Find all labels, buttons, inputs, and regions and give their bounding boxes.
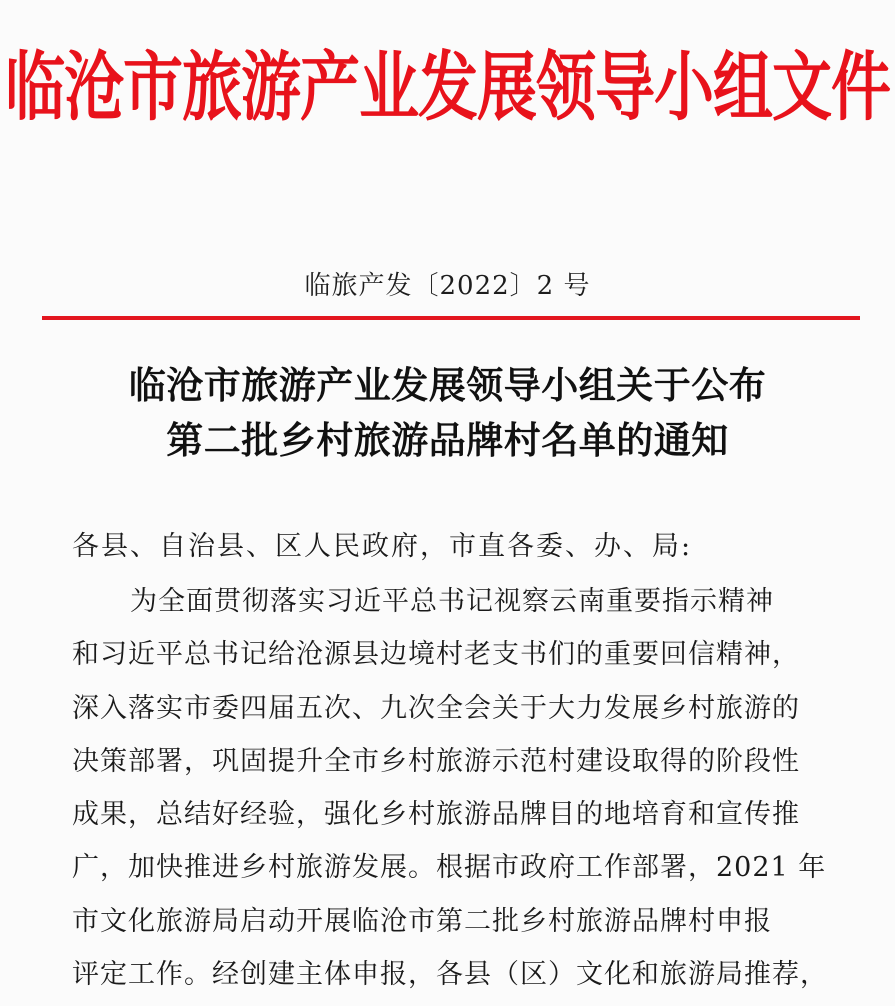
document-title [0, 358, 895, 468]
title-line: 临沧市旅游产业发展领导小组关于公布 [128, 363, 767, 407]
body-line: 市文化旅游局启动开展临沧市第二批乡村旅游品牌村申报 [72, 905, 772, 937]
salutation: 各县、自治县、区人民政府，市直各委、办、局: [72, 531, 693, 562]
body-line: 为全面贯彻落实习近平总书记视察云南重要指示精神 [130, 586, 774, 617]
body-line: 和习近平总书记给沧源县边境村老支书们的重要回信精神， [72, 639, 800, 671]
body-line: 深入落实市委四届五次、九次全会关于大力发展乡村旅游的 [72, 692, 800, 724]
document-number: 临旅产发〔2022〕2 号 [304, 271, 591, 301]
document-masthead: 临沧市旅游产业发展领导小组文件 [5, 44, 890, 132]
title-line: 第二批乡村旅游品牌村名单的通知 [166, 418, 729, 462]
red-divider-line [42, 316, 860, 320]
body-line: 决策部署，巩固提升全市乡村旅游示范村建设取得的阶段性 [72, 745, 800, 777]
body-line: 广，加快推进乡村旅游发展。根据市政府工作部署，2021 年 [72, 852, 827, 884]
body-line: 评定工作。经创建主体申报，各县（区）文化和旅游局推荐， [72, 959, 828, 991]
body-line: 成果，总结好经验，强化乡村旅游品牌目的地培育和宣传推 [72, 799, 800, 831]
body-text [72, 582, 832, 1008]
